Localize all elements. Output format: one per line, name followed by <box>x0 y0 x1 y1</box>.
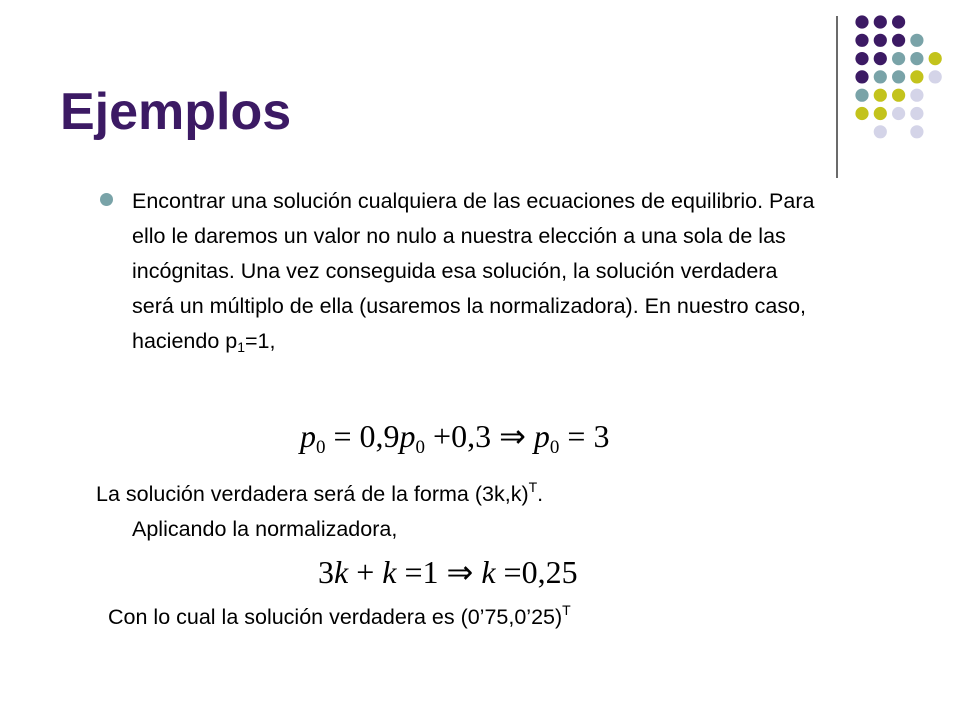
implies-arrow: ⇒ <box>499 418 526 454</box>
decorative-dot <box>929 52 942 65</box>
implies-arrow-2: ⇒ <box>446 554 474 590</box>
equation-p0: $p_0 = 0,9p_0 +0,3$ ⇒ $p_0 = 3$ <box>300 418 610 458</box>
decorative-dot <box>892 34 905 47</box>
decorative-dot <box>874 70 887 83</box>
decorative-dot <box>910 52 923 65</box>
decorative-dot <box>855 34 868 47</box>
eq1-sub3: 0 <box>549 437 560 458</box>
bullet-subscript: 1 <box>237 339 245 355</box>
eq2-coef: 3 <box>318 554 334 590</box>
eq2-rhs: =0,25 <box>503 554 578 590</box>
decorative-dot <box>892 107 905 120</box>
decorative-dot <box>892 70 905 83</box>
decorative-dot <box>874 34 887 47</box>
decorative-dot <box>892 52 905 65</box>
eq2-plus: + <box>356 554 375 590</box>
eq2-k2: k <box>382 554 397 590</box>
transpose-superscript: T <box>528 479 538 495</box>
decorative-dot <box>910 89 923 102</box>
slide-title: Ejemplos <box>60 83 292 141</box>
solution-form-end: . <box>537 482 544 506</box>
decorative-vertical-line <box>836 16 838 178</box>
eq2-k: k <box>334 554 349 590</box>
decorative-dot <box>910 125 923 138</box>
decorative-dot <box>929 70 942 83</box>
eq1-var3: p <box>533 418 550 454</box>
eq2-eq-one: =1 <box>404 554 439 590</box>
decorative-dot <box>874 89 887 102</box>
eq1-var: p <box>300 418 316 454</box>
solution-form-line <box>96 477 543 512</box>
eq1-rhs: 3 <box>593 418 610 454</box>
eq1-sub2: 0 <box>415 437 426 458</box>
eq1-var2: p <box>399 418 416 454</box>
decorative-dot <box>855 52 868 65</box>
decorative-dot <box>874 15 887 28</box>
decorative-dot <box>892 89 905 102</box>
decorative-dot <box>874 107 887 120</box>
decorative-dot <box>855 89 868 102</box>
bullet-point-icon <box>100 193 113 206</box>
decorative-dot <box>910 70 923 83</box>
decorative-dot <box>910 34 923 47</box>
conclusion-superscript: T <box>562 602 571 618</box>
eq2-k3: k <box>481 554 496 590</box>
decorative-dot <box>892 15 905 28</box>
eq1-plus: +0,3 <box>433 418 492 454</box>
decorative-dot <box>855 15 868 28</box>
decorative-dot <box>855 70 868 83</box>
decorative-dot <box>855 107 868 120</box>
decorative-dot <box>874 125 887 138</box>
eq1-sub: 0 <box>316 437 326 458</box>
conclusion-text: Con lo cual la solución verdadera es (0’75,0’25) <box>108 605 563 629</box>
solution-form-text: La solución verdadera será de la forma (3k,k) <box>96 482 529 506</box>
bullet-text: Encontrar una solución cualquiera de las ecuaciones de equilibrio. Para ello le daremos un valor no nulo a nuestra elección a una sola de las incógnitas. Una vez conseguida esa solución, la solución verdadera será un múltiplo de ella (usaremos la normalizadora). En nuestro caso, haciendo p <box>132 189 815 353</box>
eq1-coef: 0,9 <box>359 418 400 454</box>
decorative-dot <box>910 107 923 120</box>
conclusion-line <box>108 600 571 635</box>
normalizadora-line: Aplicando la normalizadora, <box>132 517 398 541</box>
decorative-dot <box>874 52 887 65</box>
equation-k <box>318 552 578 592</box>
bullet-paragraph <box>132 184 822 359</box>
bullet-text-end: =1, <box>245 329 276 353</box>
